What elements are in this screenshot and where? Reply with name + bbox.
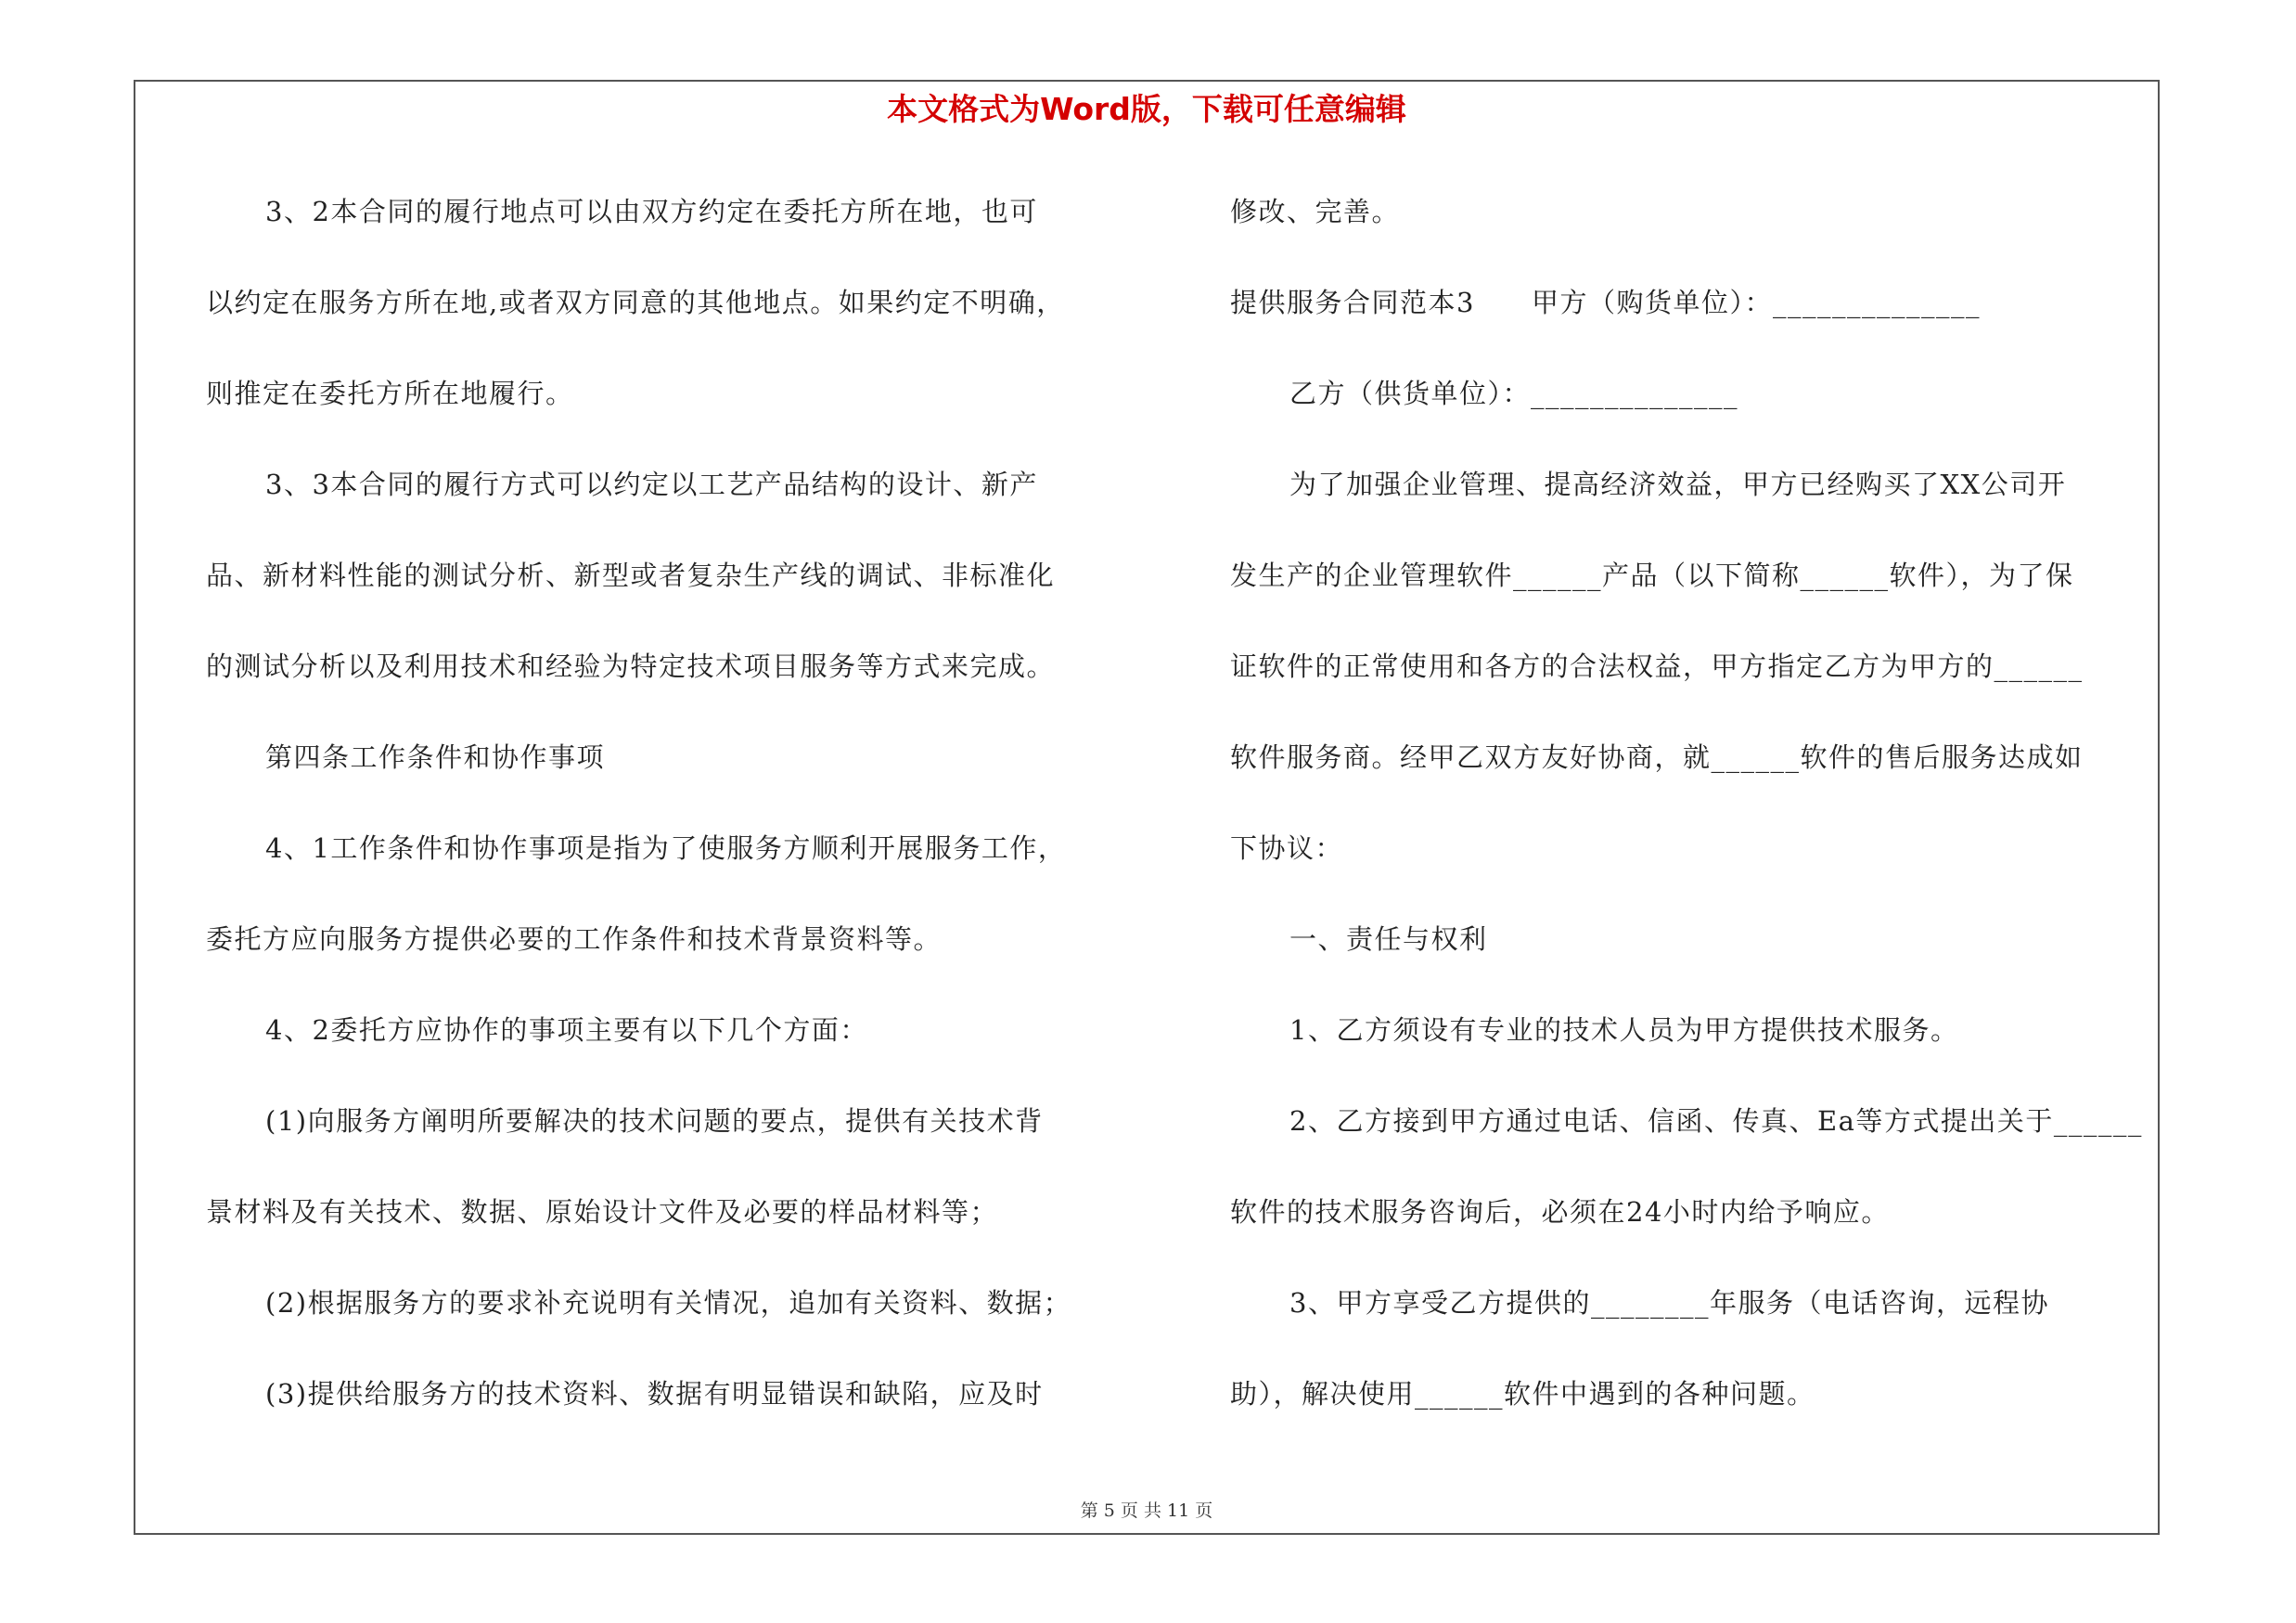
text-line: 提供服务合同范本3 甲方（购货单位）：______________ [1230, 287, 1981, 318]
text-line: 下协议： [1230, 832, 1344, 864]
text-line: 1、乙方须设有专业的技术人员为甲方提供技术服务。 [1289, 1014, 1959, 1046]
text-line: 以约定在服务方所在地,或者双方同意的其他地点。如果约定不明确， [206, 287, 1065, 318]
text-line: 品、新材料性能的测试分析、新型或者复杂生产线的调试、非标准化 [206, 560, 1056, 591]
text-line: 乙方（供货单位）：______________ [1289, 378, 1739, 409]
text-line: 软件服务商。经甲乙双方友好协商，就______软件的售后服务达成如 [1230, 741, 2084, 773]
text-line: (3)提供给服务方的技术资料、数据有明显错误和缺陷，应及时 [265, 1378, 1044, 1410]
header-banner: 本文格式为Word版，下载可任意编辑 [887, 91, 1406, 127]
text-line: 一、责任与权利 [1289, 923, 1488, 955]
text-line: 助），解决使用______软件中遇到的各种问题。 [1230, 1378, 1815, 1410]
page-number: 第 5 页 共 11 页 [1080, 1501, 1213, 1521]
text-line: (1)向服务方阐明所要解决的技术问题的要点，提供有关技术背 [265, 1105, 1044, 1137]
text-line: 2、乙方接到甲方通过电话、信函、传真、Ea等方式提出关于______ [1289, 1105, 2143, 1137]
text-line: 的测试分析以及利用技术和经验为特定技术项目服务等方式来完成。 [206, 650, 1056, 682]
text-line: 3、3本合同的履行方式可以约定以工艺产品结构的设计、新产 [265, 469, 1038, 500]
text-line: 证软件的正常使用和各方的合法权益，甲方指定乙方为甲方的______ [1230, 650, 2084, 682]
text-line: 3、2本合同的履行地点可以由双方约定在委托方所在地，也可 [265, 196, 1038, 227]
text-line: 发生产的企业管理软件______产品（以下简称______软件），为了保 [1230, 560, 2074, 591]
right-column [1230, 182, 2158, 1455]
text-line: 4、2委托方应协作的事项主要有以下几个方面： [265, 1014, 868, 1046]
text-line: (2)根据服务方的要求补充说明有关情况，追加有关资料、数据； [265, 1287, 1072, 1319]
text-line: 修改、完善。 [1230, 196, 1401, 227]
text-line: 第四条工作条件和协作事项 [265, 741, 606, 773]
left-column [206, 182, 1152, 1455]
text-line: 委托方应向服务方提供必要的工作条件和技术背景资料等。 [206, 923, 943, 955]
text-line: 软件的技术服务咨询后，必须在24小时内给予响应。 [1230, 1196, 1890, 1228]
text-line: 则推定在委托方所在地履行。 [206, 378, 574, 409]
text-line: 为了加强企业管理、提高经济效益，甲方已经购买了XX公司开 [1289, 469, 2067, 500]
text-line: 4、1工作条件和协作事项是指为了使服务方顺利开展服务工作， [265, 832, 1067, 864]
text-line: 景材料及有关技术、数据、原始设计文件及必要的样品材料等； [206, 1196, 999, 1228]
text-line: 3、甲方享受乙方提供的________年服务（电话咨询，远程协 [1289, 1287, 2049, 1319]
